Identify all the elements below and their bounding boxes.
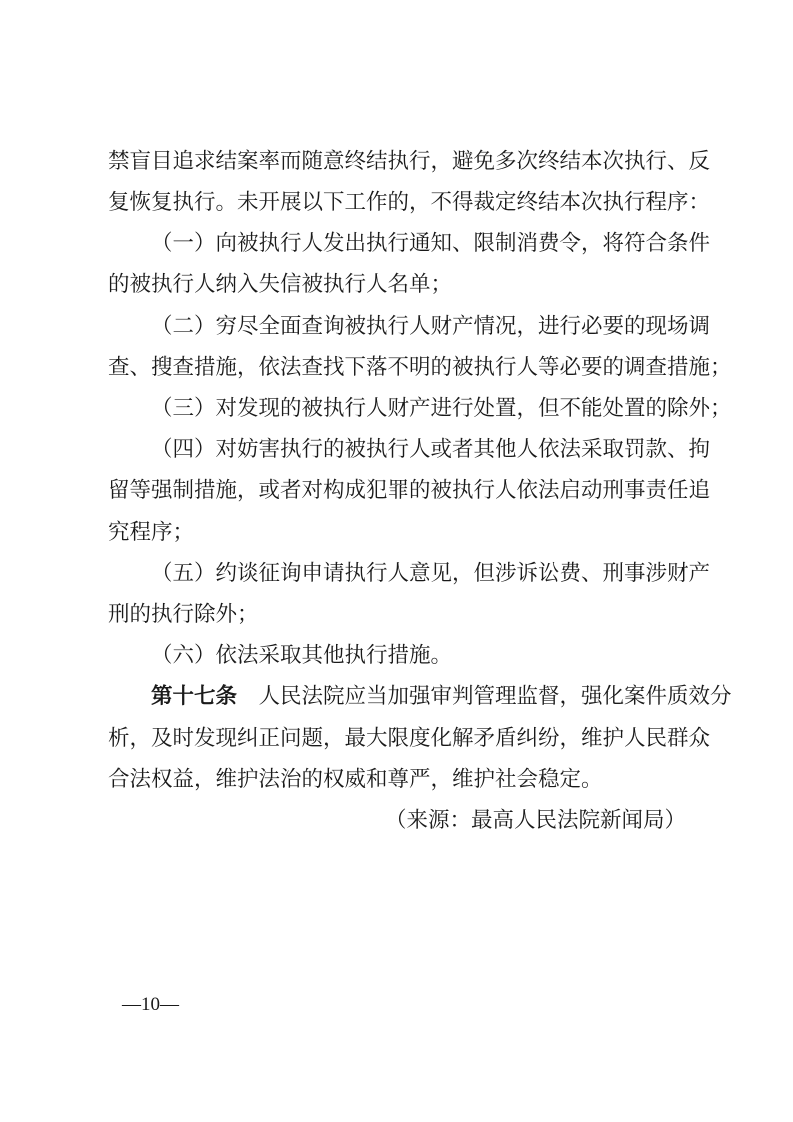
article-line: 析，及时发现纠正问题，最大限度化解矛盾纠纷，维护人民群众: [108, 726, 711, 751]
article-heading: 第十七条: [151, 684, 238, 709]
item-3-line: （三）对发现的被执行人财产进行处置，但不能处置的除外；: [151, 396, 732, 421]
item-2-line: 查、搜查措施，依法查找下落不明的被执行人等必要的调查措施；: [108, 355, 732, 380]
item-5-line: （五）约谈征询申请执行人意见，但涉诉讼费、刑事涉财产: [151, 561, 711, 586]
item-1-line: 的被执行人纳入失信被执行人名单；: [108, 272, 453, 297]
article-line: [151, 677, 732, 717]
source-attribution: （来源：最高人民法院新闻局）: [384, 808, 686, 833]
item-4-line: 究程序；: [108, 520, 195, 545]
item-2-line: （二）穷尽全面查询被执行人财产情况，进行必要的现场调: [151, 314, 711, 339]
article-text: 人民法院应当加强审判管理监督，强化案件质效分: [258, 684, 732, 709]
item-5-line: 刑的执行除外；: [108, 602, 259, 627]
text-line: 复恢复执行。未开展以下工作的，不得裁定终结本次执行程序：: [108, 190, 711, 215]
page-number: —10—: [122, 994, 179, 1015]
item-4-line: 留等强制措施，或者对构成犯罪的被执行人依法启动刑事责任追: [108, 478, 711, 503]
article-line: 合法权益，维护法治的权威和尊严，维护社会稳定。: [108, 767, 603, 792]
item-4-line: （四）对妨害执行的被执行人或者其他人依法采取罚款、拘: [151, 437, 711, 462]
text-line: 禁盲目追求结案率而随意终结执行，避免多次终结本次执行、反: [108, 149, 711, 174]
item-1-line: （一）向被执行人发出执行通知、限制消费令，将符合条件: [151, 231, 711, 256]
item-6-line: （六）依法采取其他执行措施。: [151, 643, 453, 668]
